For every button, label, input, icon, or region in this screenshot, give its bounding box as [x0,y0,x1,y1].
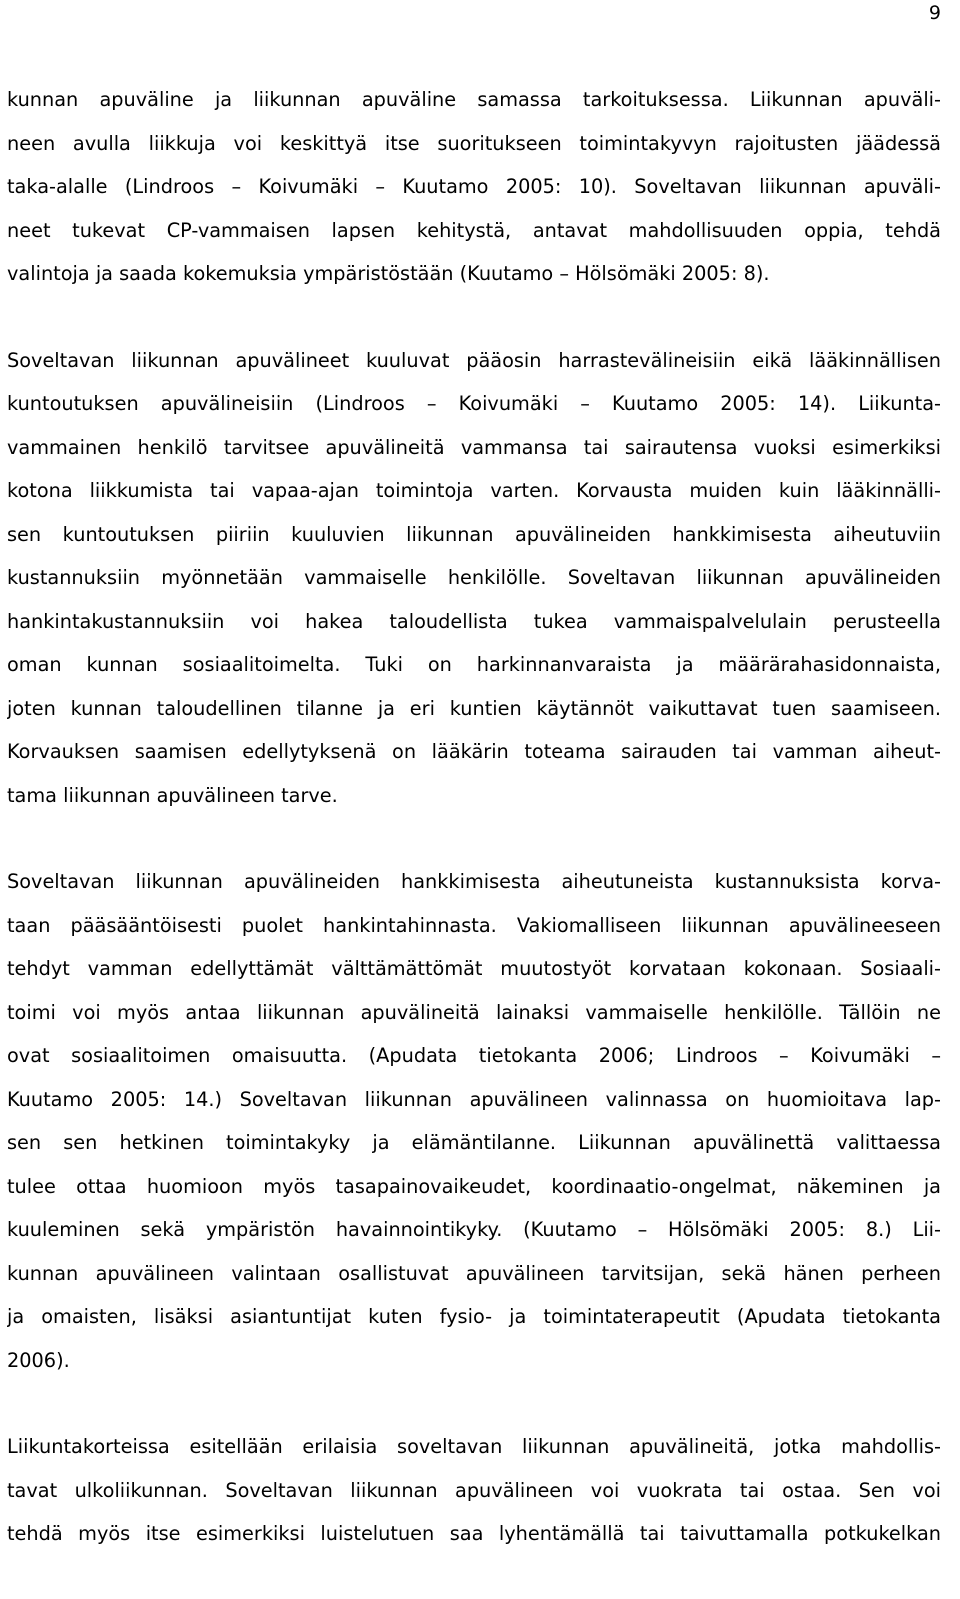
text-line: tama liikunnan apuvälineen tarve. [7,783,338,807]
text-line: tehdä myös itse esimerkiksi luistelutuen saa lyhentämällä tai taivuttamalla potkukelkan [7,1522,941,1545]
text-line: kunnan apuvälineen valintaan osallistuvat apuvälineen tarvitsijan, sekä hänen perheen [7,1261,941,1285]
paragraph-3 [7,860,941,1382]
text-line: neen avulla liikkuja voi keskittyä itse suoritukseen toimintakyvyn rajoitusten jäädessä [7,131,941,155]
text-line: taan pääsääntöisesti puolet hankintahinnasta. Vakiomalliseen liikunnan apuvälineeseen [7,913,941,937]
text-line: kustannuksiin myönnetään vammaiselle henkilölle. Soveltavan liikunnan apuvälineiden [7,566,941,589]
text-line: ovat sosiaalitoimen omaisuutta. (Apudata tietokanta 2006; Lindroos – Koivumäki – [7,1044,941,1067]
text-line: tehdyt vamman edellyttämät välttämättömät muutostyöt korvataan kokonaan. Sosiaali- [7,957,941,980]
text-line: valintoja ja saada kokemuksia ympäristöstään (Kuutamo – Hölsömäki 2005: 8). [7,262,770,285]
text-line: Soveltavan liikunnan apuvälineiden hankkimisesta aiheutuneista kustannuksista korva- [7,870,941,893]
text-line: toimi voi myös antaa liikunnan apuvälineitä lainaksi vammaiselle henkilölle. Tällöin ne [7,1000,941,1024]
text-line: kuntoutuksen apuvälineisiin (Lindroos – Koivumäki – Kuutamo 2005: 14). Liikunta- [7,392,941,415]
text-line: taka-alalle (Lindroos – Koivumäki – Kuutamo 2005: 10). Soveltavan liikunnan apuväli- [7,175,941,198]
paragraph-2 [7,339,941,818]
text-line: joten kunnan taloudellinen tilanne ja eri kuntien käytännöt vaikuttavat tuen saamiseen. [7,696,941,720]
text-line: vammainen henkilö tarvitsee apuvälineitä vammansa tai sairautensa vuoksi esimerkiksi [7,435,941,459]
document-body [7,78,941,1599]
text-line: Liikuntakorteissa esitellään erilaisia soveltavan liikunnan apuvälineitä, jotka mahdollis- [7,1435,941,1458]
page-number: 9 [928,2,941,24]
text-line: sen sen hetkinen toimintakyky ja elämäntilanne. Liikunnan apuvälinettä valittaessa [7,1131,941,1154]
text-line: tulee ottaa huomioon myös tasapainovaikeudet, koordinaatio-ongelmat, näkeminen ja [7,1174,941,1198]
paragraph-4 [7,1425,941,1556]
text-line: Kuutamo 2005: 14.) Soveltavan liikunnan apuvälineen valinnassa on huomioitava lap- [7,1087,941,1111]
text-line: hankintakustannuksiin voi hakea taloudellista tukea vammaispalvelulain perusteella [7,609,941,633]
text-line: sen kuntoutuksen piiriin kuuluvien liikunnan apuvälineiden hankkimisesta aiheutuviin [7,522,941,546]
text-line: neet tukevat CP-vammaisen lapsen kehitystä, antavat mahdollisuuden oppia, tehdä [7,218,941,242]
text-line: kunnan apuväline ja liikunnan apuväline samassa tarkoituksessa. Liikunnan apuväli- [7,88,941,111]
text-line: ja omaisten, lisäksi asiantuntijat kuten fysio- ja toimintaterapeutit (Apudata tietokanta [7,1305,941,1328]
text-line: Korvauksen saamisen edellytyksenä on lääkärin toteama sairauden tai vamman aiheut- [7,740,941,763]
text-line: kotona liikkumista tai vapaa-ajan toimintoja varten. Korvausta muiden kuin lääkinnälli- [7,479,941,502]
paragraph-1 [7,78,941,296]
text-line: 2006). [7,1348,70,1372]
text-line: Soveltavan liikunnan apuvälineet kuuluvat pääosin harrastevälineisiin eikä lääkinnällisen [7,348,941,372]
text-line: oman kunnan sosiaalitoimelta. Tuki on harkinnanvaraista ja määrärahasidonnaista, [7,653,941,676]
text-line: kuuleminen sekä ympäristön havainnointikyky. (Kuutamo – Hölsömäki 2005: 8.) Lii- [7,1218,941,1241]
text-line: tavat ulkoliikunnan. Soveltavan liikunnan apuvälineen voi vuokrata tai ostaa. Sen voi [7,1478,941,1502]
